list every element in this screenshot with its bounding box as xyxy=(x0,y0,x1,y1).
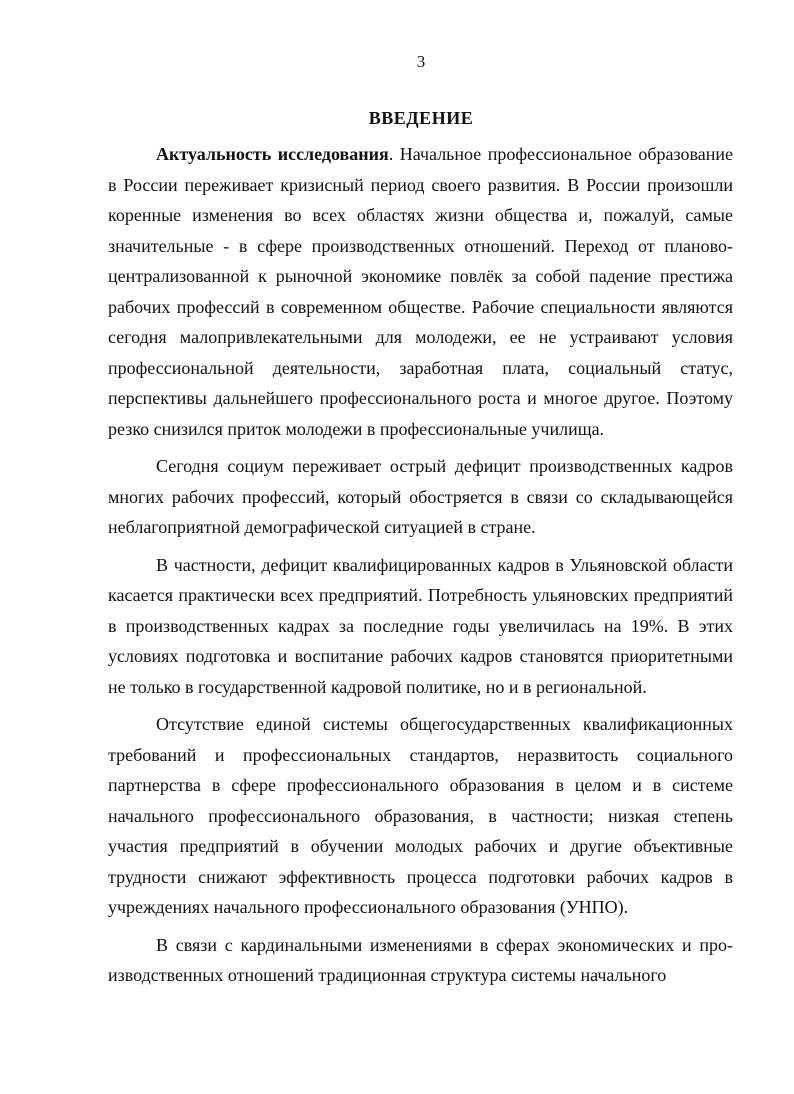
paragraph: В связи с кардинальными изменениями в сферах экономических и производственных отношений традиционная структура системы начального xyxy=(108,934,733,985)
page-number: 3 xyxy=(416,52,426,71)
paragraph: Отсутствие единой системы общегосударственных квалификационных требований и профессиональных стандартов, неразвитость социального партнерства в сфере профессионального образования в целом и в системе начального профессионального образования, в частности; низкая степень участия предприятий в обучении молодых рабочих и другие объективные трудности снижают эффективность процесса подготовки рабочих кадров в учреждениях начального профессионального образования (УНПО). xyxy=(108,714,733,917)
body-text xyxy=(108,139,733,998)
paragraph: Сегодня социум переживает острый дефицит производственных кадров многих рабочих профессий, который обостряется в связи со складывающейся неблагоприятной демографической ситуацией в стране. xyxy=(108,456,733,537)
paragraph-relevance xyxy=(108,139,733,444)
paragraph-lead: Актуальность исследования xyxy=(156,144,389,164)
paragraph-text: . Начальное профессиональное образование в России переживает кризисный период своего развития. В России произошли коренные изменения во всех областях жизни общества и, пожалуй, самые значительные - в сфере производственных отношений. Переход от планово-централизованной к рыночной экономике повлёк за собой падение престижа рабочих профессий в современном обществе. Рабочие специальности являются сегодня малопривлекательными для молодежи, ее не устраивают условия профессиональной деятельности, заработная плата, социальный статус, перспективы дальнейшего профессионального роста и многое другое. Поэтому резко снизился приток молодежи в профессиональные училища. xyxy=(108,144,733,439)
section-title: ВВЕДЕНИЕ xyxy=(368,108,474,128)
paragraph: В частности, дефицит квалифицированных кадров в Ульяновской области касается практически всех предприятий. Потребность ульяновских предприятий в производственных кадрах за последние годы увеличилась на 19%. В этих условиях подготовка и воспитание рабочих кадров становятся приоритетными не только в государственной кадровой политике, но и в региональной. xyxy=(108,554,733,697)
